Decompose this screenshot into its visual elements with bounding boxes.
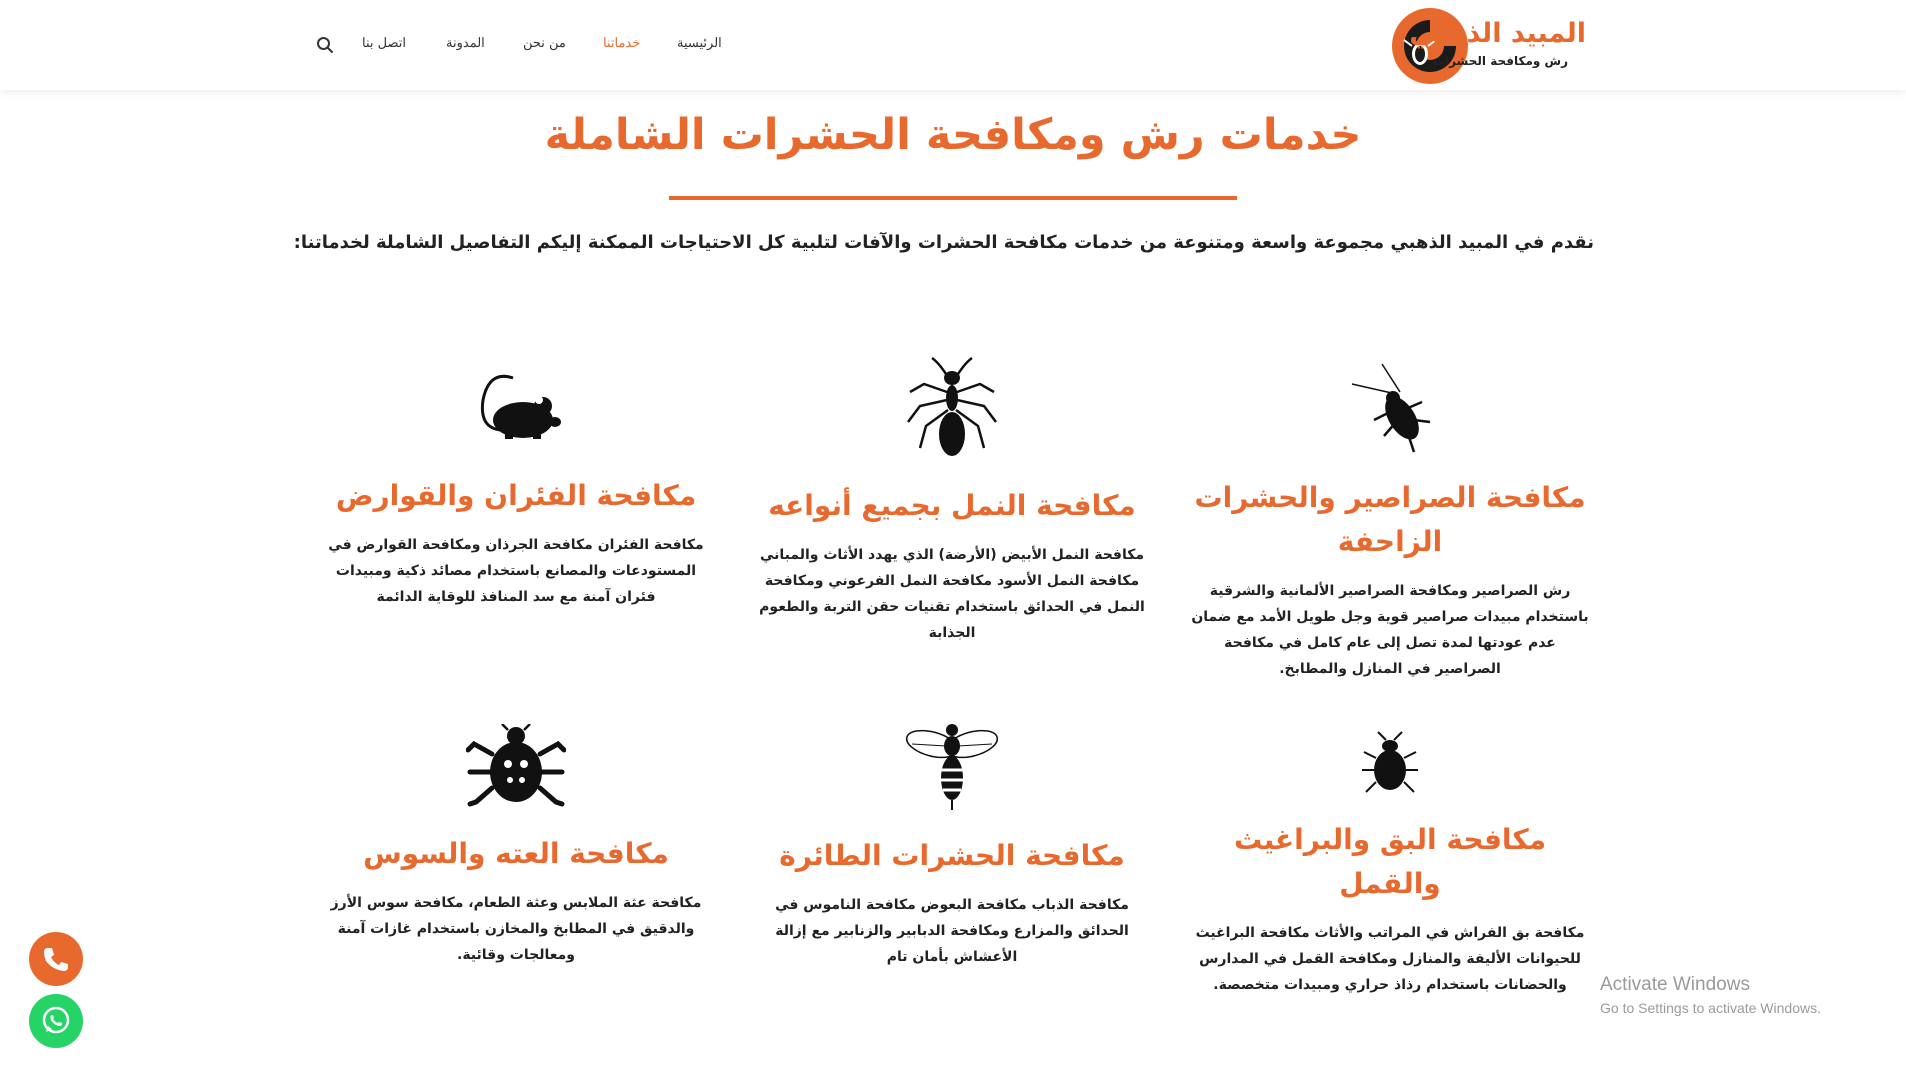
title-divider [669, 196, 1237, 200]
nav-item-contact[interactable]: اتصل بنا [362, 36, 406, 51]
service-card-cockroach [1190, 362, 1590, 682]
service-card-bee [752, 722, 1152, 970]
service-title: مكافحة العته والسوس [363, 837, 669, 870]
mouse-icon [471, 370, 561, 446]
service-title: مكافحة البق والبراغيث والقمل [1233, 823, 1547, 900]
watermark-title: Activate Windows [1600, 974, 1750, 995]
watermark-subtitle: Go to Settings to activate Windows. [1600, 1000, 1821, 1016]
service-title: مكافحة الصراصير والحشرات الزاحفة [1194, 481, 1586, 558]
service-title: مكافحة الحشرات الطائرة [779, 839, 1125, 872]
bug-icon [466, 724, 566, 810]
service-card-bedbug [1190, 730, 1590, 998]
site-header [0, 0, 1906, 90]
nav-item-blog[interactable]: المدونة [446, 36, 485, 51]
service-title: مكافحة الفئران والقوارض [335, 479, 697, 512]
cockroach-icon [1342, 362, 1438, 458]
logo-tagline: رش ومكافحة الحشرات [1432, 54, 1568, 68]
service-description: مكافحة النمل الأبيض (الأرضة) الذي يهدد الأثاث والمباني مكافحة النمل الأسود مكافحة النمل الفرعوني ومكافحة النمل في الحدائق باستخدام تقنيات حقن التربة والطعوم الجذابة [759, 547, 1145, 641]
service-card-weevil [316, 724, 716, 968]
phone-call-button[interactable] [29, 932, 83, 986]
nav-item-home[interactable]: الرئيسية [677, 36, 722, 51]
nav-item-about[interactable]: من نحن [523, 36, 566, 51]
nav-item-services[interactable]: خدماتنا [603, 36, 641, 51]
service-card-mouse [316, 370, 716, 610]
whatsapp-icon [29, 994, 83, 1048]
service-description: رش الصراصير ومكافحة الصراصير الألمانية والشرقية باستخدام مبيدات صراصير قوية وجل طويل الأمد مع ضمان عدم عودتها لمدة تصل إلى عام كامل في مكافحة الصراصير في المنازل والمطابخ. [1191, 583, 1589, 677]
logo-title: المبيد الذهبي [1409, 18, 1586, 49]
bee-icon [902, 722, 1002, 812]
service-card-ant [752, 356, 1152, 646]
phone-icon [29, 932, 83, 986]
search-icon[interactable] [316, 36, 334, 54]
service-description: مكافحة الذباب مكافحة البعوض مكافحة الناموس في الحدائق والمزارع ومكافحة الدبابير والزنابير مع إزالة الأعشاش بأمان تام [775, 897, 1129, 965]
service-description: مكافحة عثة الملابس وعثة الطعام، مكافحة سوس الأرز والدقيق في المطابخ والمخازن باستخدام غازات آمنة ومعالجات وقائية. [330, 895, 702, 963]
service-title: مكافحة النمل بجميع أنواعه [768, 489, 1136, 522]
page-title: خدمات رش ومكافحة الحشرات الشاملة [544, 110, 1362, 160]
intro-text: نقدم في المبيد الذهبي مجموعة واسعة ومتنوعة من خدمات مكافحة الحشرات والآفات لتلبية كل الاحتياجات الممكنة إليكم التفاصيل الشاملة لخدماتنا: [293, 232, 1594, 253]
ant-icon [902, 356, 1002, 462]
whatsapp-button[interactable] [29, 994, 83, 1048]
bedbug-icon [1360, 730, 1420, 798]
activate-windows-watermark [1600, 974, 1821, 1016]
service-description: مكافحة الفئران مكافحة الجرذان ومكافحة القوارض في المستودعات والمصانع باستخدام مصائد ذكية ومبيدات فئران آمنة مع سد المنافذ للوقاية الدائمة [328, 537, 704, 605]
service-description: مكافحة بق الفراش في المراتب والأثاث مكافحة البراغيث للحيوانات الأليفة والمنازل ومكافحة القمل في المدارس والحضانات باستخدام رذاذ حراري ومبيدات متخصصة. [1195, 925, 1585, 993]
site-logo[interactable] [1390, 6, 1590, 86]
